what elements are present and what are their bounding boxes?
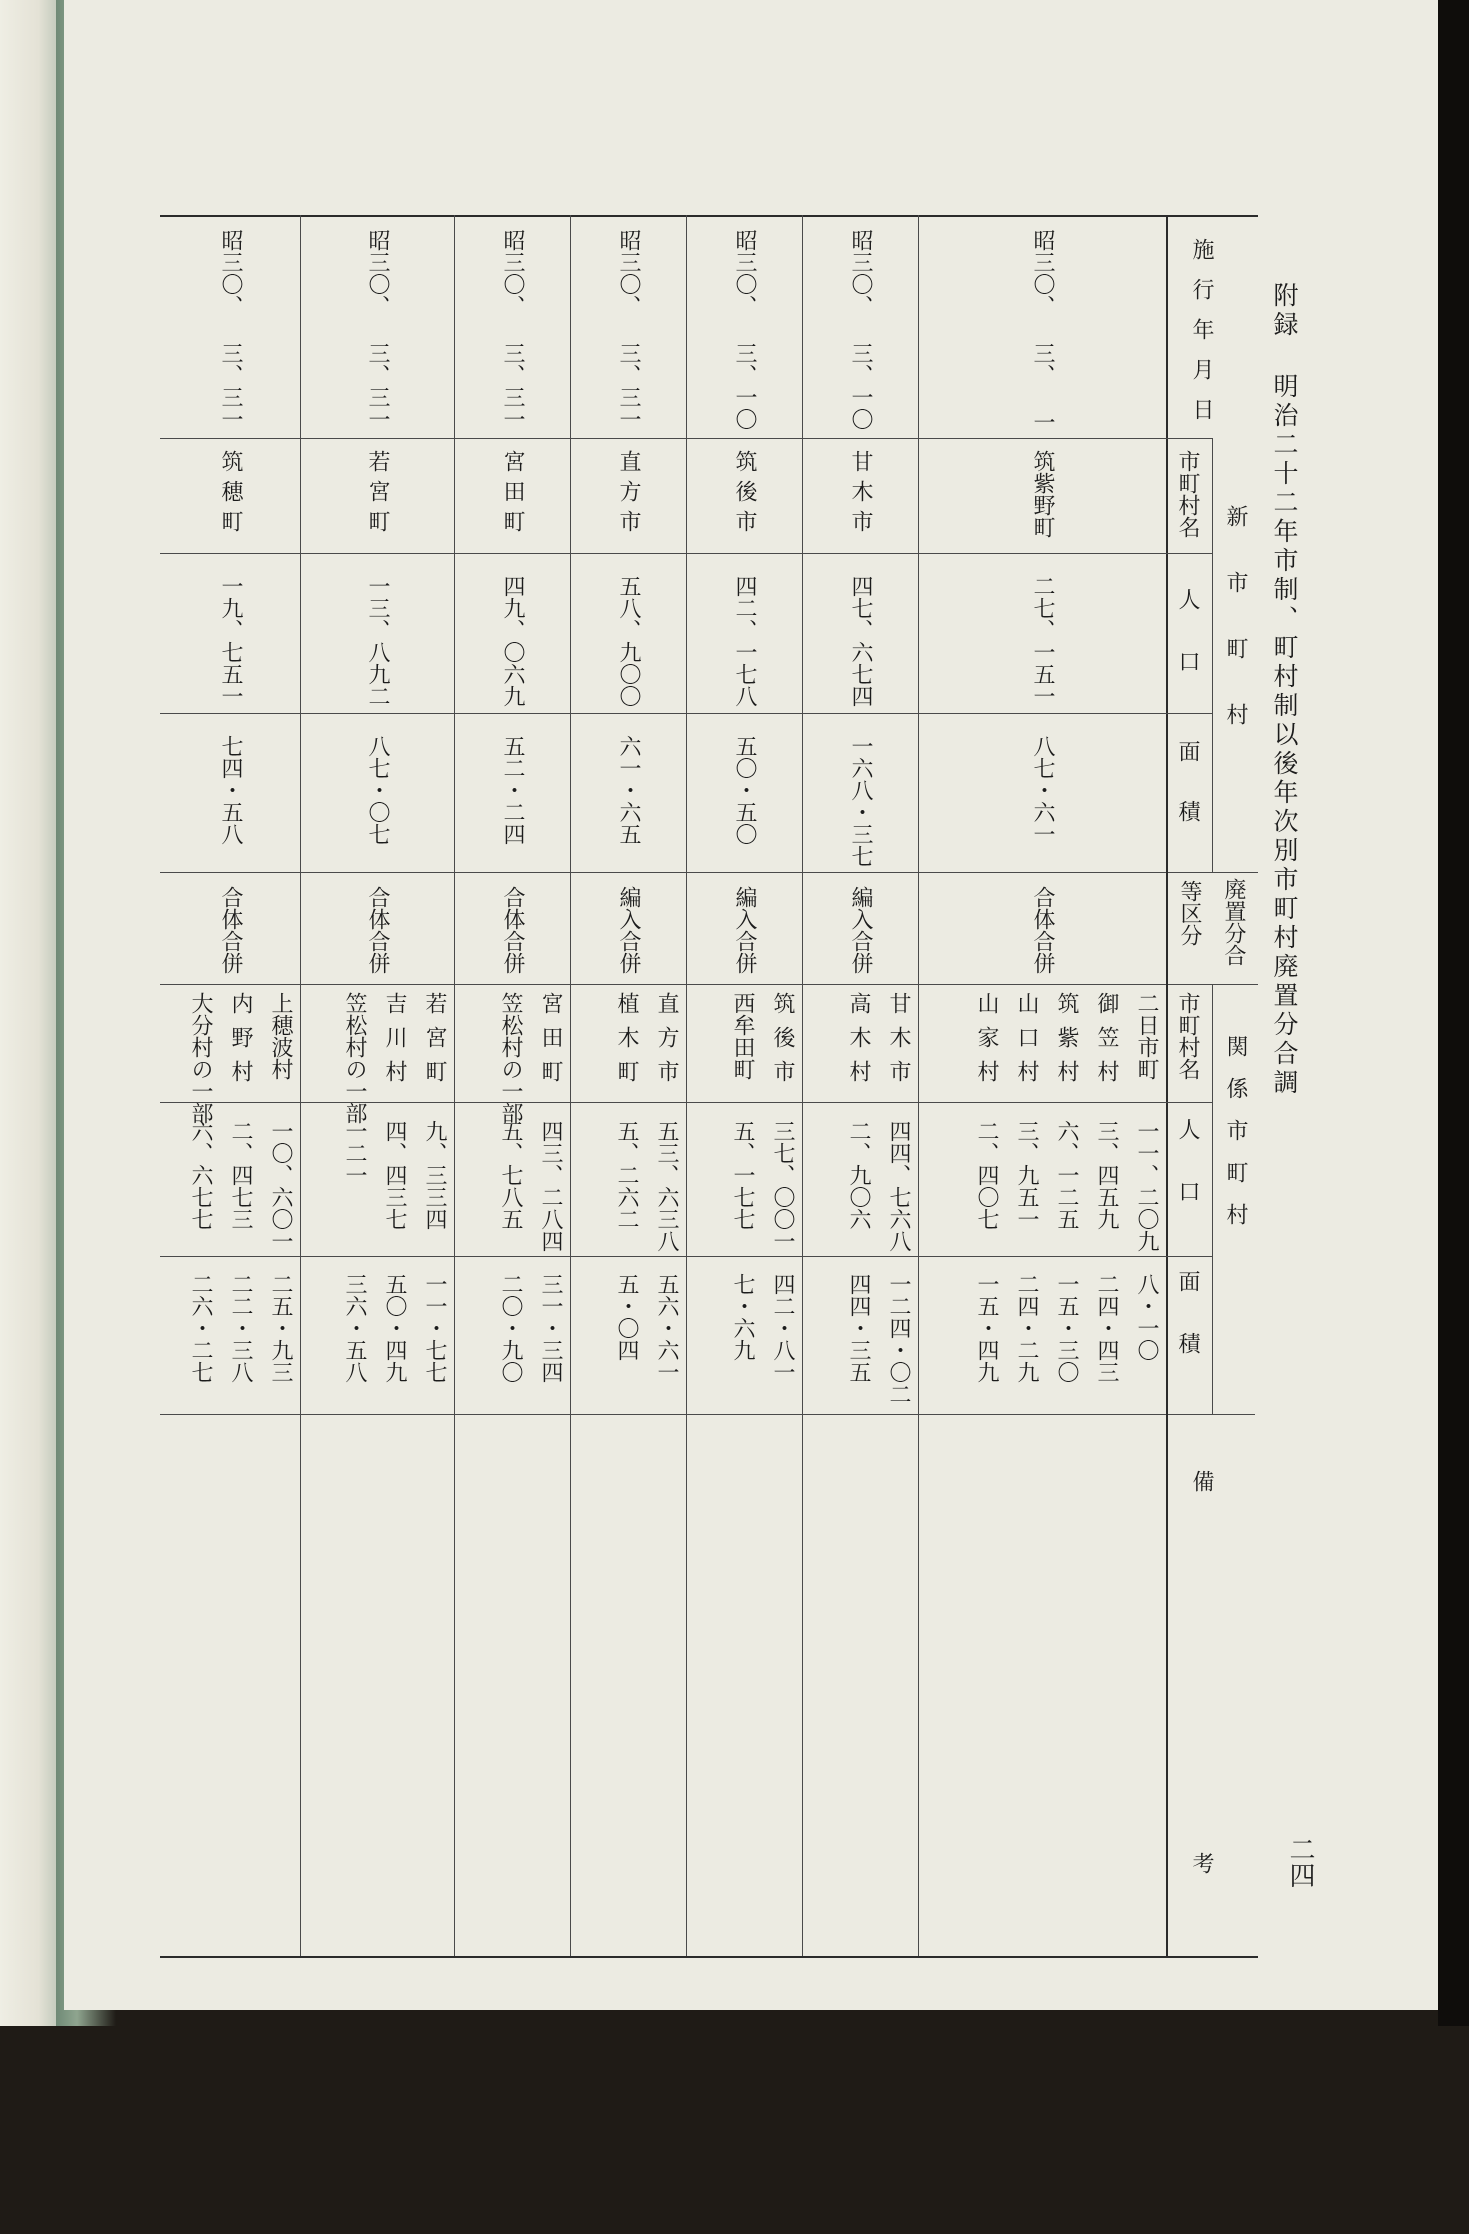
row-name: 甘木市 bbox=[848, 450, 873, 540]
related-population: 五三、六三八 bbox=[654, 1120, 679, 1252]
rule-area-bottom bbox=[160, 872, 1166, 873]
related-area: 四二・八一 bbox=[770, 1273, 795, 1383]
related-name: 山口村 bbox=[1014, 992, 1039, 1094]
hdr-rel-area: 面積 bbox=[1175, 1270, 1200, 1394]
related-population: 五、二六二 bbox=[614, 1120, 639, 1230]
related-name: 大分村の一部 bbox=[188, 992, 213, 1124]
rule-hdr-d4 bbox=[1166, 1102, 1212, 1103]
rule-type-bottom bbox=[160, 984, 1166, 985]
related-name: 宮田町 bbox=[538, 992, 563, 1094]
related-area: 三一・三四 bbox=[538, 1273, 563, 1383]
row-area: 六一・六五 bbox=[616, 735, 641, 845]
related-population: 三七、〇〇一 bbox=[770, 1120, 795, 1252]
related-name: 吉川村 bbox=[382, 992, 407, 1094]
related-area: 五六・六一 bbox=[654, 1273, 679, 1383]
hdr-type: 等区分 bbox=[1177, 880, 1202, 946]
related-area: 四四・三五 bbox=[846, 1273, 871, 1383]
rule-header-left bbox=[1166, 215, 1168, 1956]
rule-hdr-d3 bbox=[1166, 713, 1212, 714]
row-name: 若宮町 bbox=[365, 450, 390, 540]
row-name: 宮田町 bbox=[500, 450, 525, 540]
row-name: 筑紫野町 bbox=[1030, 450, 1055, 538]
hdr-remarks: 備考 bbox=[1189, 1470, 1214, 2234]
row-date: 昭三〇、 三、一〇 bbox=[732, 229, 757, 430]
rule-pop-bottom bbox=[160, 713, 1166, 714]
related-area: 二二・三八 bbox=[228, 1273, 253, 1383]
related-area: 二六・二七 bbox=[188, 1273, 213, 1383]
page-title: 附録 明治二十二年市制、町村制以後年次別市町村廃置分合調 bbox=[1270, 282, 1299, 1098]
row-date: 昭三〇、 三、三一 bbox=[365, 229, 390, 430]
row-merge-type: 合体合併 bbox=[365, 886, 390, 974]
related-name: 直方市 bbox=[654, 992, 679, 1094]
binding-gutter bbox=[0, 0, 64, 2026]
related-area: 二四・二九 bbox=[1014, 1273, 1039, 1383]
row-rule-2 bbox=[802, 215, 803, 1956]
rule-hdr-type-top bbox=[1166, 872, 1258, 873]
rule-name-bottom bbox=[160, 553, 1166, 554]
row-area: 八七・〇七 bbox=[365, 735, 390, 845]
related-population: 二、九〇六 bbox=[846, 1120, 871, 1230]
hdr-new-pop: 人口 bbox=[1175, 588, 1200, 712]
hdr-new-name: 市町村名 bbox=[1175, 450, 1200, 538]
related-population: 一一、二〇九 bbox=[1134, 1120, 1159, 1252]
related-area: 七・六九 bbox=[730, 1273, 755, 1361]
table-top-rule bbox=[160, 215, 1258, 217]
row-name: 筑後市 bbox=[732, 450, 757, 540]
related-area: 二五・九三 bbox=[268, 1273, 293, 1383]
row-area: 一六八・三七 bbox=[848, 735, 873, 867]
row-population: 四九、〇六九 bbox=[500, 575, 525, 707]
row-rule-3 bbox=[686, 215, 687, 1956]
related-population: 九、三三四 bbox=[422, 1120, 447, 1230]
related-name: 笠松村の一部 bbox=[342, 992, 367, 1124]
related-name: 上穂波村 bbox=[268, 992, 293, 1080]
related-name: 二日市町 bbox=[1134, 992, 1159, 1080]
related-area: 一五・四九 bbox=[974, 1273, 999, 1383]
related-area: 一一・七七 bbox=[422, 1273, 447, 1383]
row-date: 昭三〇、 三、 一 bbox=[1030, 229, 1055, 433]
related-name: 高木村 bbox=[846, 992, 871, 1094]
hdr-date: 施行年月日 bbox=[1189, 238, 1214, 438]
row-population: 二七、一五一 bbox=[1030, 575, 1055, 707]
related-name: 植木町 bbox=[614, 992, 639, 1094]
row-merge-type: 編入合併 bbox=[732, 886, 757, 974]
row-name: 直方市 bbox=[616, 450, 641, 540]
hdr-new-area: 面積 bbox=[1175, 740, 1200, 860]
rule-relname-bottom bbox=[160, 1102, 1166, 1103]
row-merge-type: 編入合併 bbox=[616, 886, 641, 974]
related-area: 一二四・〇二 bbox=[886, 1273, 911, 1405]
hdr-rel-name: 市町村名 bbox=[1175, 992, 1200, 1080]
hdr-rel-pop: 人口 bbox=[1175, 1118, 1200, 1242]
related-name: 山家村 bbox=[974, 992, 999, 1094]
related-population: 五、一七七 bbox=[730, 1120, 755, 1230]
related-population: 四四、七六八 bbox=[886, 1120, 911, 1252]
rule-hdr-rel-split bbox=[1212, 984, 1213, 1414]
row-merge-type: 合体合併 bbox=[500, 886, 525, 974]
row-date: 昭三〇、 三、三一 bbox=[616, 229, 641, 430]
row-date: 昭三〇、 三、三一 bbox=[500, 229, 525, 430]
row-rule-5 bbox=[454, 215, 455, 1956]
row-rule-6 bbox=[300, 215, 301, 1956]
row-name: 筑穂町 bbox=[218, 450, 243, 540]
hdr-new-group: 新市町村 bbox=[1223, 505, 1248, 769]
related-name: 笠松村の一部 bbox=[498, 992, 523, 1124]
row-merge-type: 合体合併 bbox=[218, 886, 243, 974]
related-area: 一五・三〇 bbox=[1054, 1273, 1079, 1383]
related-population: 三、四五九 bbox=[1094, 1120, 1119, 1230]
related-population: 三、九五一 bbox=[1014, 1120, 1039, 1230]
related-name: 筑後市 bbox=[770, 992, 795, 1094]
page-edge bbox=[1438, 0, 1469, 2026]
row-date: 昭三〇、 三、三一 bbox=[218, 229, 243, 430]
related-area: 二〇・九〇 bbox=[498, 1273, 523, 1383]
rule-hdr-d2 bbox=[1166, 553, 1212, 554]
table-bottom-rule bbox=[160, 1956, 1258, 1958]
row-population: 一三、八九二 bbox=[365, 575, 390, 707]
related-population: 六、六七七 bbox=[188, 1120, 213, 1230]
related-population: 五、七八五 bbox=[498, 1120, 523, 1230]
row-population: 四七、六七四 bbox=[848, 575, 873, 707]
related-population: 一〇、六〇一 bbox=[268, 1120, 293, 1252]
related-name: 西牟田町 bbox=[730, 992, 755, 1080]
row-population: 五八、九〇〇 bbox=[616, 575, 641, 707]
row-rule-4 bbox=[570, 215, 571, 1956]
row-area: 八七・六一 bbox=[1030, 735, 1055, 845]
related-name: 筑紫村 bbox=[1054, 992, 1079, 1094]
related-area: 八・一〇 bbox=[1134, 1273, 1159, 1361]
related-population: 一二一 bbox=[342, 1120, 367, 1186]
related-name: 甘木市 bbox=[886, 992, 911, 1094]
rule-date-bottom bbox=[160, 438, 1166, 439]
related-population: 四、四三七 bbox=[382, 1120, 407, 1230]
related-area: 五・〇四 bbox=[614, 1273, 639, 1361]
page-number: 二四 bbox=[1285, 1836, 1315, 1888]
related-area: 三六・五八 bbox=[342, 1273, 367, 1383]
row-merge-type: 編入合併 bbox=[848, 886, 873, 974]
row-date: 昭三〇、 三、一〇 bbox=[848, 229, 873, 430]
related-population: 二、四〇七 bbox=[974, 1120, 999, 1230]
related-population: 六、一二五 bbox=[1054, 1120, 1079, 1230]
related-name: 内野村 bbox=[228, 992, 253, 1094]
row-population: 四二、一七八 bbox=[732, 575, 757, 707]
row-area: 七四・五八 bbox=[218, 735, 243, 845]
row-area: 五二・二四 bbox=[500, 735, 525, 845]
rule-hdr-new-split bbox=[1212, 438, 1213, 872]
rule-hdr-d1 bbox=[1166, 438, 1212, 439]
row-merge-type: 合体合併 bbox=[1030, 886, 1055, 974]
row-population: 一九、七五一 bbox=[218, 575, 243, 707]
related-population: 四三、二八四 bbox=[538, 1120, 563, 1252]
related-area: 五〇・四九 bbox=[382, 1273, 407, 1383]
related-name: 御笠村 bbox=[1094, 992, 1119, 1094]
related-population: 二、四七三 bbox=[228, 1120, 253, 1230]
row-rule-1 bbox=[918, 215, 919, 1956]
hdr-type-group: 廃置分合 bbox=[1221, 878, 1246, 966]
rule-relarea-bottom bbox=[160, 1414, 1255, 1415]
rule-hdr-d5 bbox=[1166, 1256, 1212, 1257]
row-area: 五〇・五〇 bbox=[732, 735, 757, 845]
hdr-rel-group: 関係市町村 bbox=[1223, 1035, 1248, 1245]
related-name: 若宮町 bbox=[422, 992, 447, 1094]
rule-relpop-bottom bbox=[160, 1256, 1166, 1257]
related-area: 二四・四三 bbox=[1094, 1273, 1119, 1383]
